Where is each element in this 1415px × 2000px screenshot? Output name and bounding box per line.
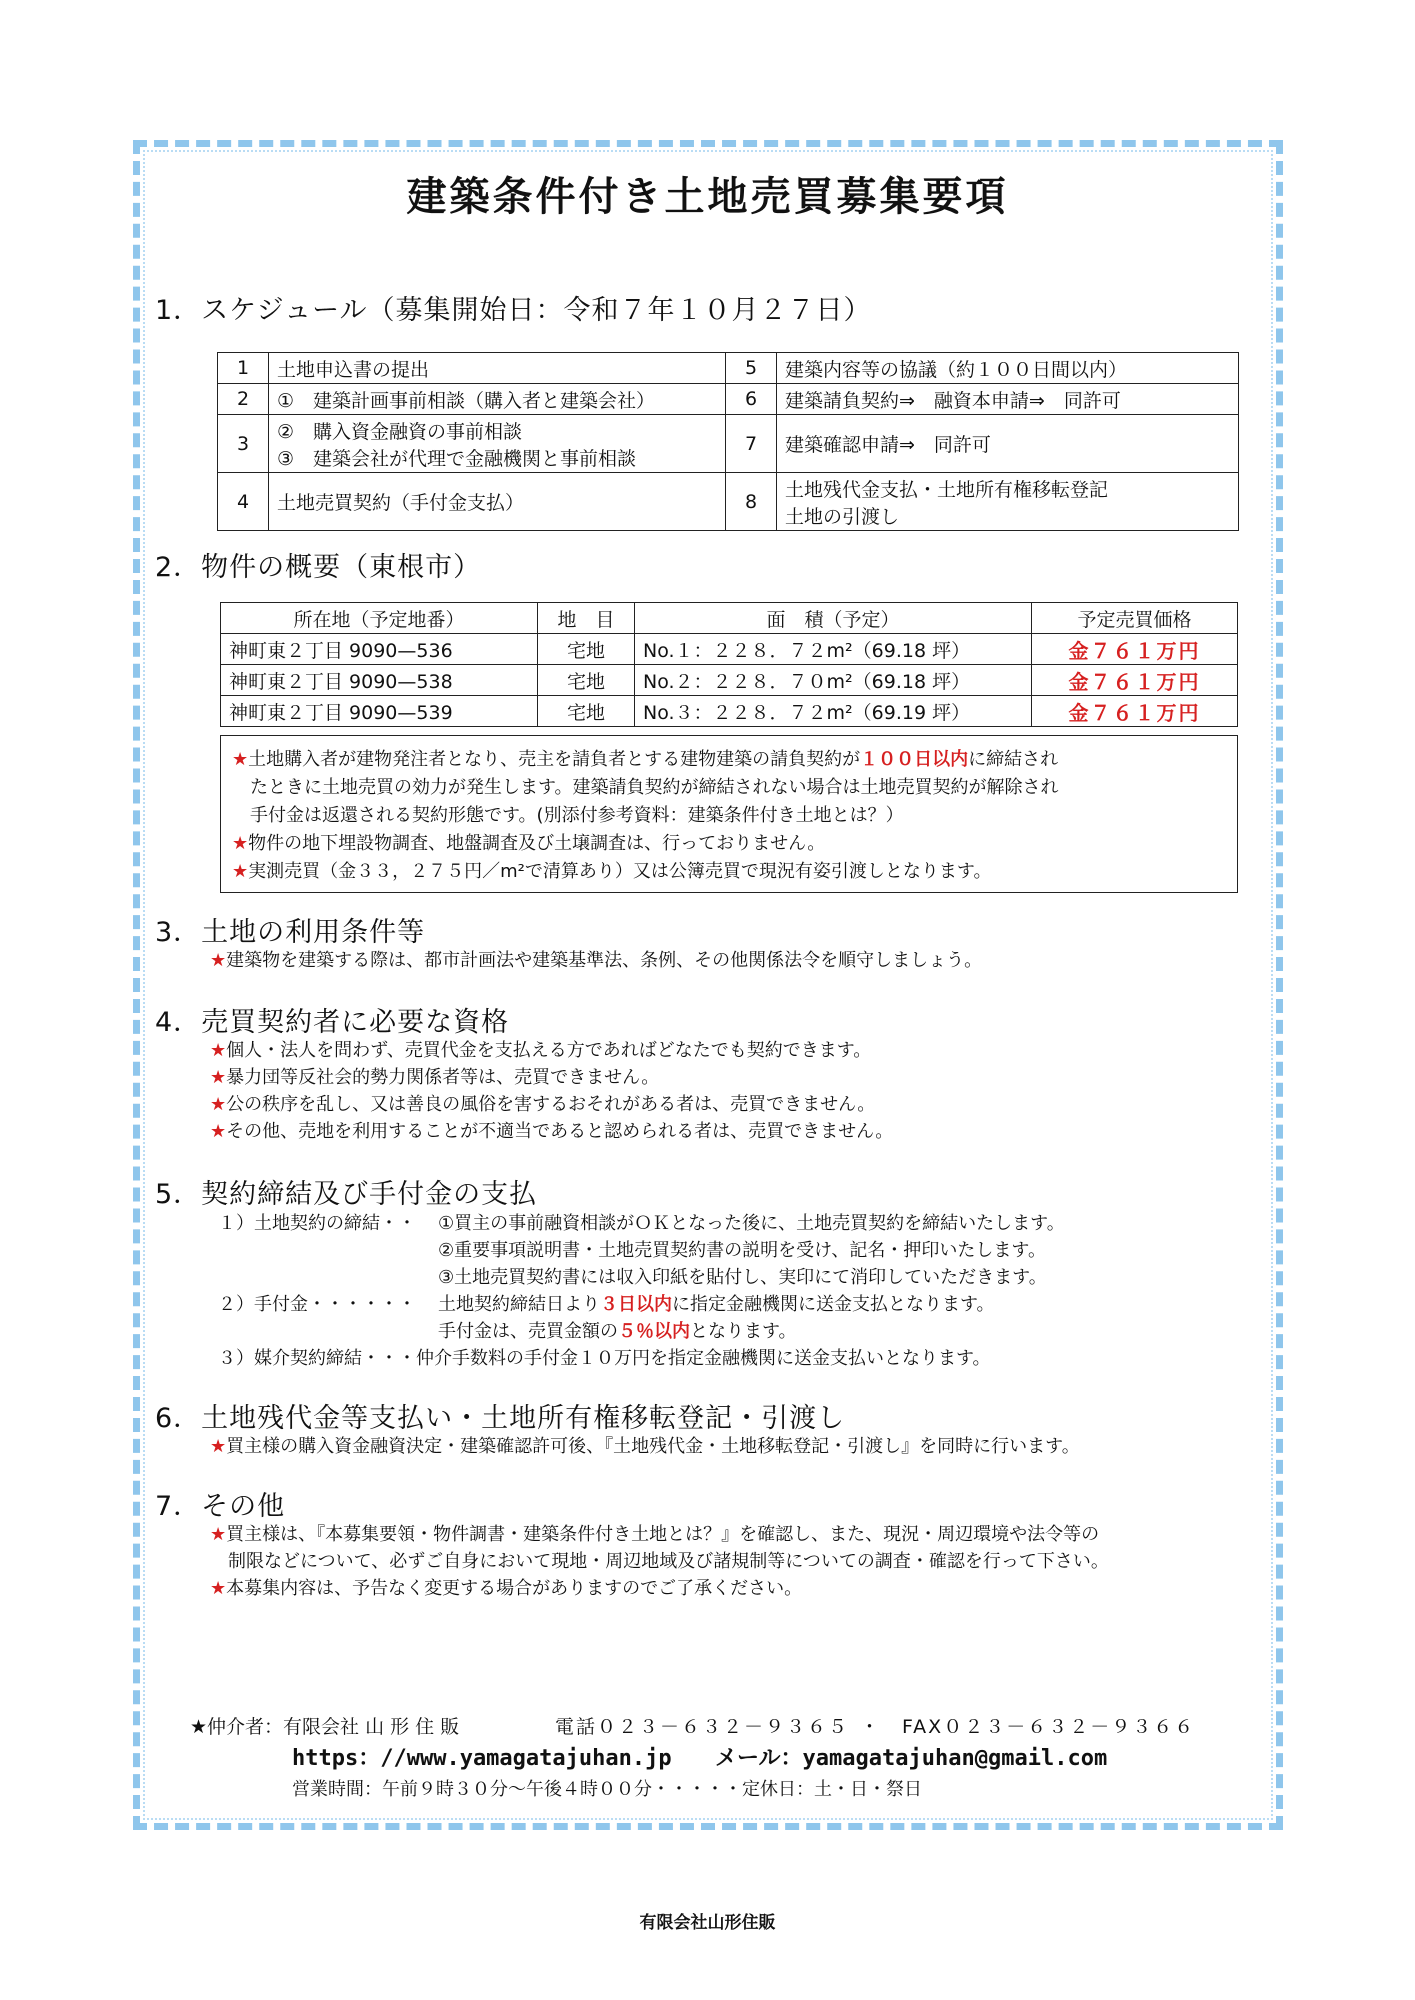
note-3: ★実測売買（金３３，２７５円／m²で清算あり）又は公簿売買で現況有姿引渡しとなります。 bbox=[232, 861, 992, 882]
section-7-heading: 7．その他 bbox=[155, 1491, 286, 1522]
section-6-heading: 6．土地残代金等支払い・土地所有権移転登記・引渡し bbox=[155, 1403, 846, 1434]
website-link[interactable]: https：//www.yamagatajuhan.jp bbox=[292, 1746, 672, 1771]
table-row: 神町東２丁目 9090—538 宅地 No.２：２２８．７０m²（69.18 坪） 金７６１万円 bbox=[221, 665, 1238, 696]
schedule-table bbox=[217, 352, 1239, 531]
email-link[interactable]: メール：yamagatajuhan@gmail.com bbox=[715, 1746, 1108, 1771]
table-row: 神町東２丁目 9090—536 宅地 No.１：２２８．７２m²（69.18 坪） 金７６１万円 bbox=[221, 634, 1238, 665]
section-1-heading: 1．スケジュール（募集開始日：令和７年１０月２７日） bbox=[155, 295, 872, 326]
property-table bbox=[220, 602, 1238, 727]
table-row: 4 土地売買契約（手付金支払） 8 土地残代金支払・土地所有権移転登記 土地の引渡し bbox=[218, 473, 1239, 531]
company-name: 有限会社山形住販 bbox=[639, 1913, 776, 1933]
phone: 電話０２３－６３２－９３６５ bbox=[555, 1716, 850, 1738]
business-hours: 営業時間：午前９時３０分～午後４時００分・・・・・定休日：土・日・祭日 bbox=[292, 1779, 922, 1800]
table-row: 3 ② 購入資金融資の事前相談 ③ 建築会社が代理で金融機関と事前相談 7 建築確認申請⇒ 同許可 bbox=[218, 415, 1239, 473]
table-row: 2 ① 建築計画事前相談（購入者と建築会社） 6 建築請負契約⇒ 融資本申請⇒ 同許可 bbox=[218, 384, 1239, 415]
section-3-heading: 3．土地の利用条件等 bbox=[155, 917, 426, 948]
section-2-heading: 2．物件の概要（東根市） bbox=[155, 552, 482, 583]
note-2: ★物件の地下埋設物調査、地盤調査及び土壌調査は、行っておりません。 bbox=[232, 833, 826, 854]
table-row: 神町東２丁目 9090—539 宅地 No.３：２２８．７２m²（69.19 坪） 金７６１万円 bbox=[221, 696, 1238, 727]
note-1: ★土地購入者が建物発注者となり、売主を請負者とする建物建築の請負契約が１００日以内に締結され bbox=[232, 749, 1059, 770]
table-header-row: 所在地（予定地番） 地 目 面 積（予定） 予定売買価格 bbox=[221, 603, 1238, 634]
page-title: 建築条件付き土地売買募集要項 bbox=[406, 174, 1009, 220]
broker-name: ★仲介者：有限会社 山 形 住 販 bbox=[190, 1716, 460, 1738]
section-5-heading: 5．契約締結及び手付金の支払 bbox=[155, 1179, 538, 1210]
fax: ・ FAX０２３－６３２－９３６６ bbox=[860, 1716, 1196, 1738]
table-row: 1 土地申込書の提出 5 建築内容等の協議（約１００日間以内） bbox=[218, 353, 1239, 384]
section-4-heading: 4．売買契約者に必要な資格 bbox=[155, 1007, 510, 1038]
